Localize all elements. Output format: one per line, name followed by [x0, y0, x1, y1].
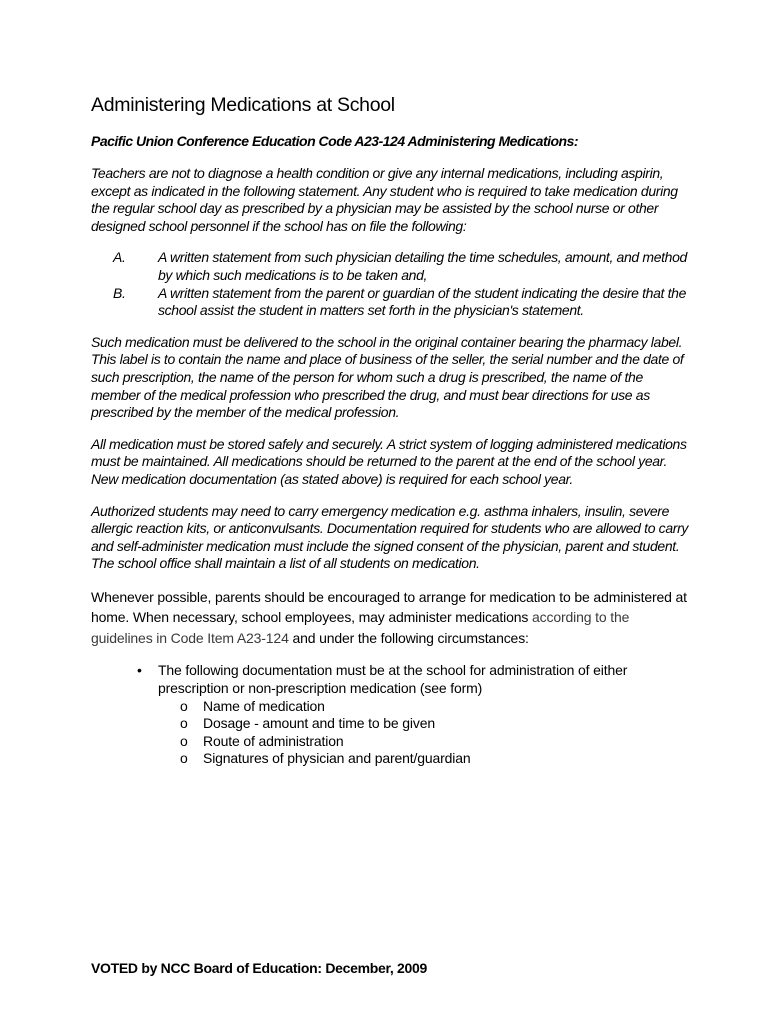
- documentation-bullet: [91, 662, 691, 768]
- circle-bullet-icon: o: [180, 697, 188, 714]
- documentation-sublist: [158, 698, 691, 768]
- sublist-item-text: Route of administration: [203, 732, 344, 749]
- sublist-item: [158, 733, 691, 751]
- emergency-paragraph: Authorized students may need to carry emergency medication e.g. asthma inhalers, insulin, severe allergic reaction kits, or anticonvulsants. Documentation required for students who are allowed to carry and self-administer medication must include the signed consent of the physician, parent and student. The school office shall maintain a list of all students on medication.: [91, 502, 689, 572]
- item-marker: B.: [113, 284, 126, 301]
- page-title: Administering Medications at School: [91, 94, 395, 116]
- circle-bullet-icon: o: [180, 750, 188, 767]
- sublist-item-text: Dosage - amount and time to be given: [203, 715, 435, 732]
- storage-paragraph: All medication must be stored safely and securely. A strict system of logging administered medications must be maintained. All medications should be returned to the parent at the end of the school year. New medication documentation (as stated above) is required for each school year.: [91, 435, 687, 487]
- sublist-item-text: Name of medication: [203, 697, 325, 714]
- document-page: [91, 92, 691, 768]
- item-marker: A.: [113, 249, 126, 266]
- requirement-item: [91, 285, 691, 320]
- sublist-item: [158, 698, 691, 716]
- intro-paragraph: Teachers are not to diagnose a health condition or give any internal medications, including aspirin, except as indicated in the following statement. Any student who is required to take medication during the regular school day as prescribed by a physician may be assisted by the school nurse or other designed school personnel if the school has on file the following:: [91, 165, 678, 234]
- code-reference-text: according to the guidelines in Code Item A23-124: [91, 609, 630, 646]
- home-administration-paragraph: [91, 587, 691, 649]
- voted-footer: VOTED by NCC Board of Education: December, 2009: [91, 960, 427, 976]
- home-paragraph-start: Whenever possible, parents should be encouraged to arrange for medication to be administered at home. When necessary, school employees, may administer medications: [91, 588, 687, 626]
- sublist-item-text: Signatures of physician and parent/guardian: [203, 750, 471, 767]
- documentation-bullet-list: [91, 662, 691, 768]
- code-subtitle: Pacific Union Conference Education Code A23-124 Administering Medications:: [91, 133, 579, 149]
- circle-bullet-icon: o: [180, 732, 188, 749]
- bullet-icon: •: [137, 662, 142, 679]
- sublist-item: [158, 750, 691, 768]
- bullet-text: The following documentation must be at the school for administration of either prescription or non-prescription medication (see form): [158, 662, 628, 696]
- requirements-list: [91, 249, 691, 319]
- circle-bullet-icon: o: [180, 715, 188, 732]
- sublist-item: [158, 715, 691, 733]
- item-text: A written statement from such physician detailing the time schedules, amount, and method by which such medications is to be taken and,: [158, 249, 687, 283]
- home-paragraph-end: and under the following circumstances:: [288, 629, 529, 646]
- requirement-item: [91, 249, 691, 284]
- delivery-paragraph: Such medication must be delivered to the school in the original container bearing the pharmacy label. This label is to contain the name and place of business of the seller, the serial number and the date of such prescription, the name of the person for whom such a drug is prescribed, the name of the member of the medical profession who prescribed the drug, and must bear directions for use as prescribed by the member of the medical profession.: [91, 333, 684, 421]
- item-text: A written statement from the parent or guardian of the student indicating the desire that the school assist the student in matters set forth in the physician's statement.: [158, 284, 687, 319]
